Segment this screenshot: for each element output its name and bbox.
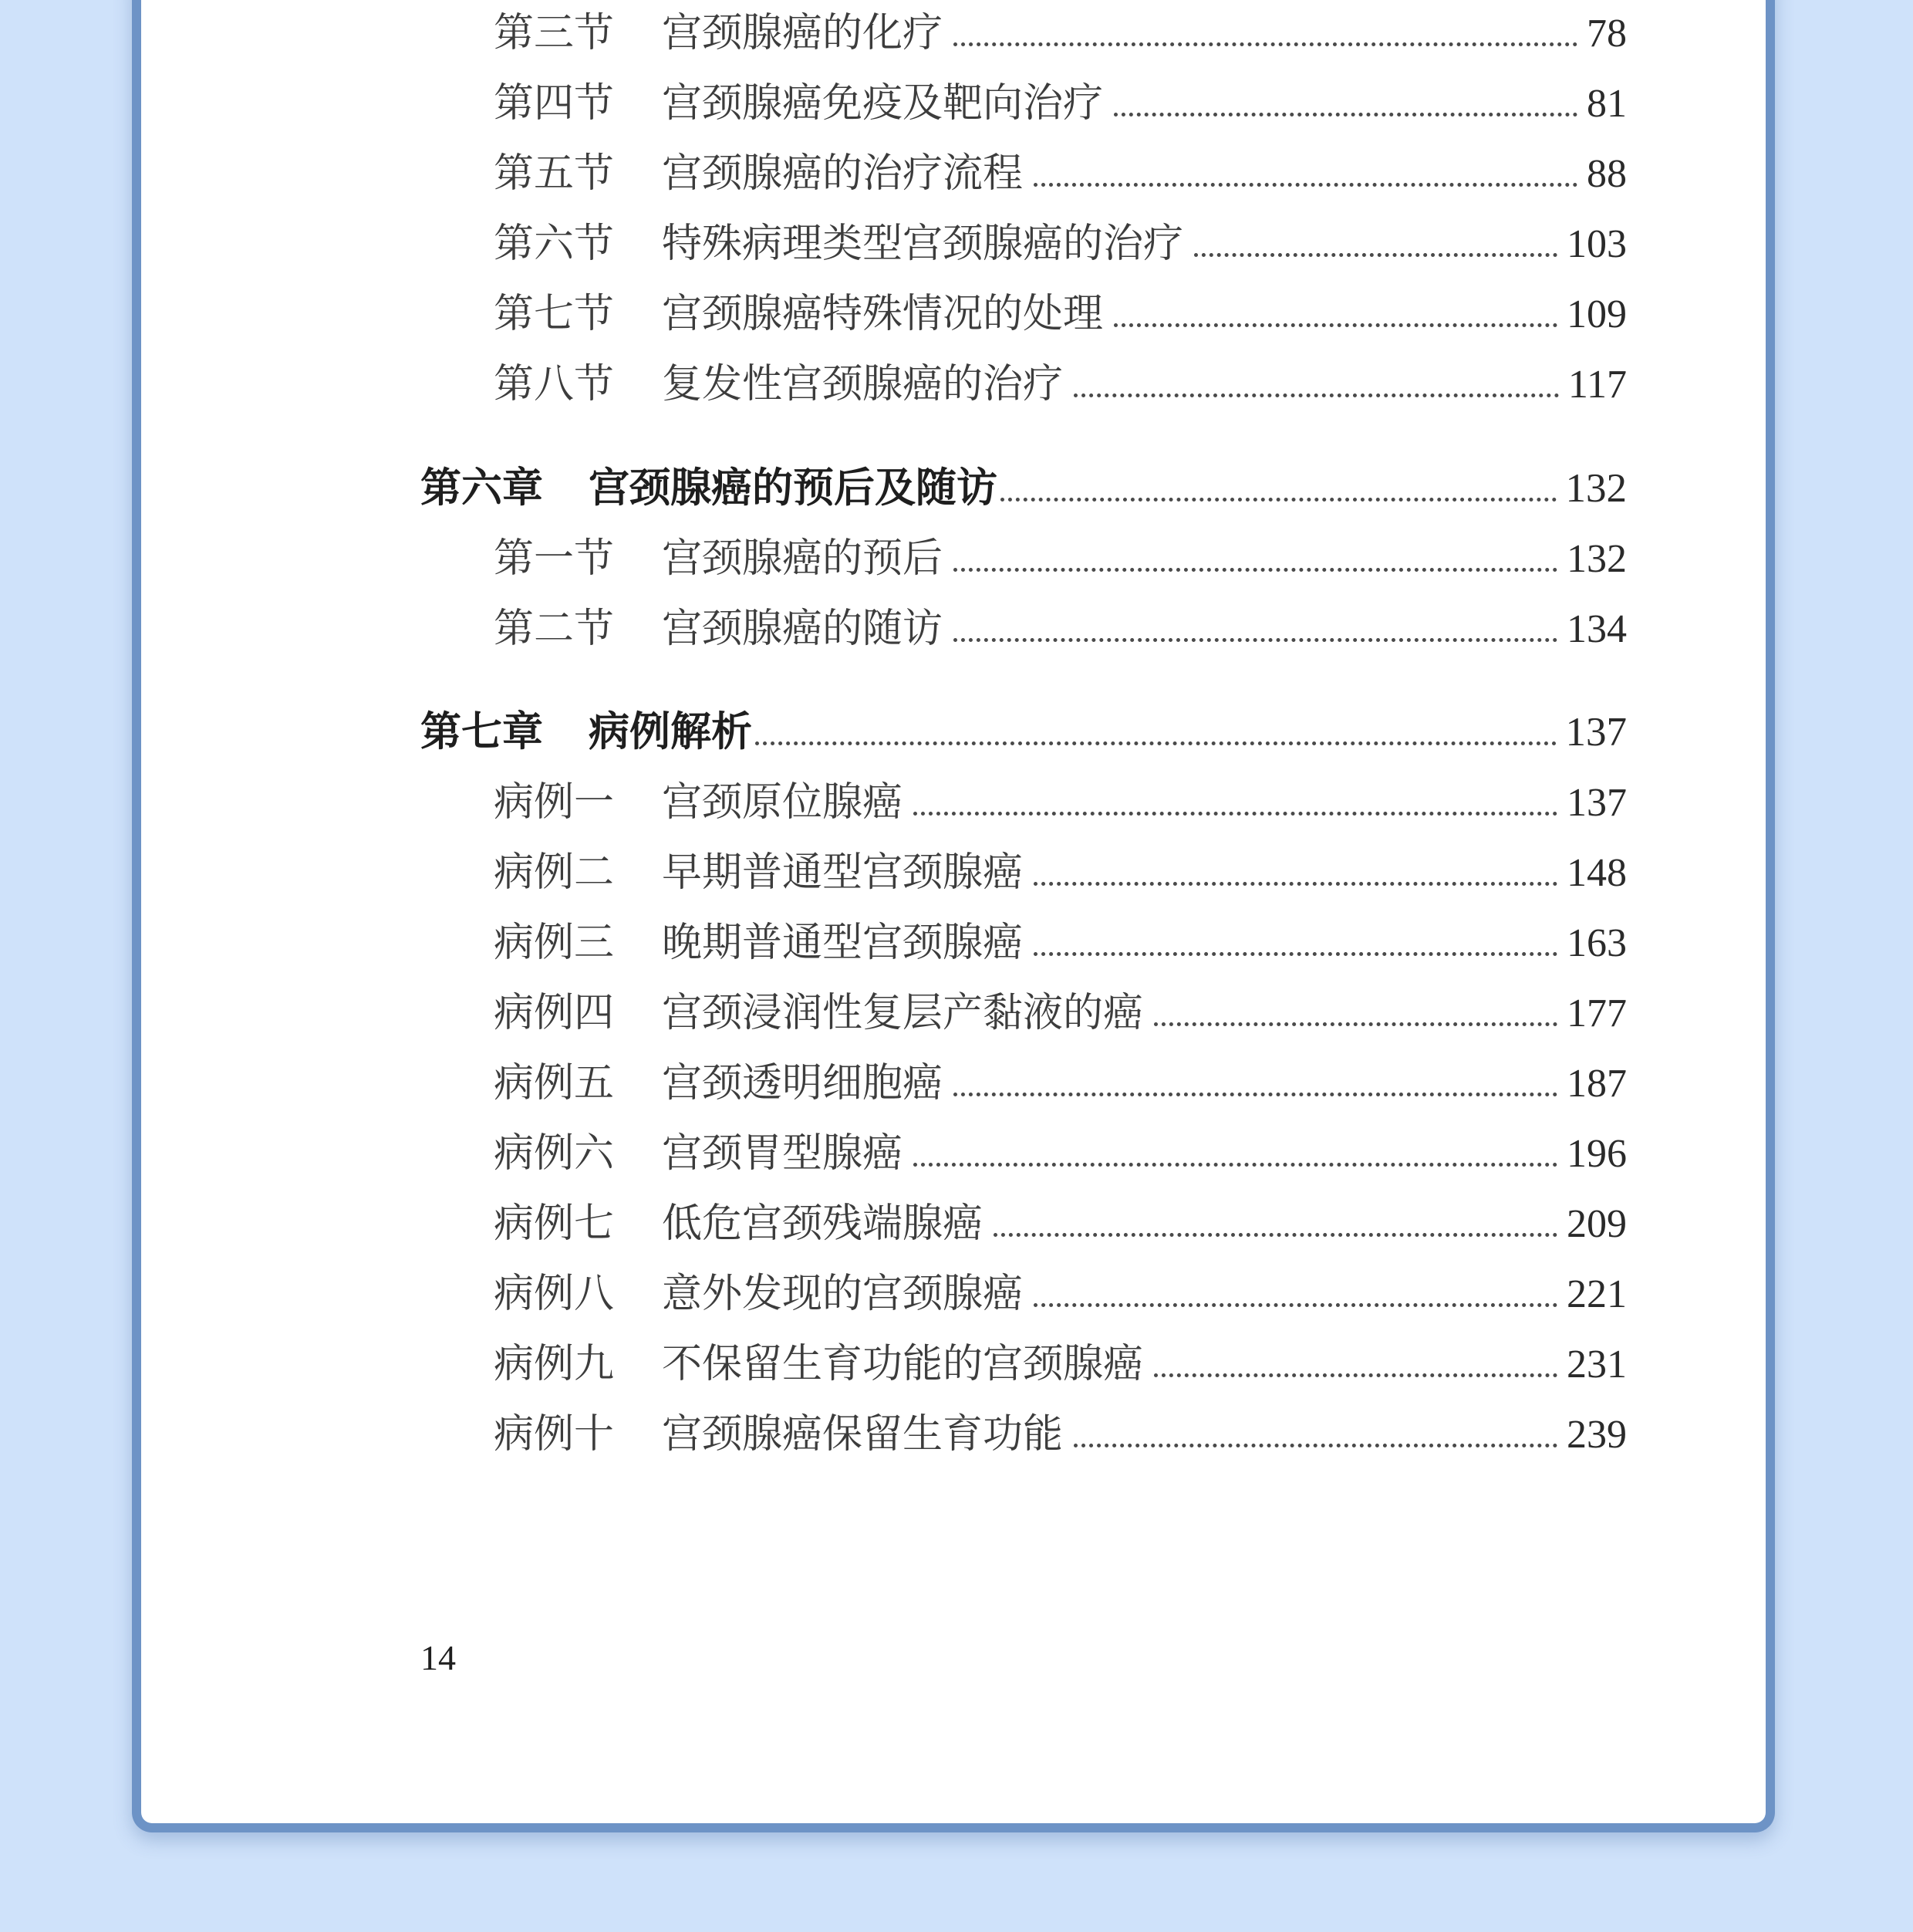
toc-chapter-title: 宫颈腺癌的预后及随访 xyxy=(589,464,997,512)
toc-entry-page: 81 xyxy=(1587,82,1627,126)
toc-entry-page: 132 xyxy=(1567,537,1627,581)
toc-entry-title: 不保留生育功能的宫颈腺癌 xyxy=(662,1341,1144,1387)
book-page xyxy=(132,0,1775,1832)
toc-dot-leader xyxy=(953,568,1557,572)
toc-entry-section xyxy=(494,351,1627,409)
toc-entry-label: 第二节 xyxy=(494,606,615,652)
toc-entry-title: 宫颈透明细胞癌 xyxy=(662,1060,943,1106)
toc-entry-title: 晚期普通型宫颈腺癌 xyxy=(662,920,1024,966)
toc-entry-case xyxy=(494,1331,1627,1389)
toc-entry-label: 病例二 xyxy=(494,849,615,896)
toc-entry-page: 221 xyxy=(1567,1272,1627,1316)
toc-entry-label: 病例三 xyxy=(494,920,615,966)
toc-entry-label: 病例四 xyxy=(494,990,615,1036)
toc-entry-page: 177 xyxy=(1567,991,1627,1035)
toc-entry-chapter xyxy=(420,699,1627,758)
toc-entry-label: 第六节 xyxy=(494,221,615,267)
toc-entry-title: 宫颈原位腺癌 xyxy=(662,779,903,826)
toc-entry-label: 病例一 xyxy=(494,779,615,826)
toc-dot-leader xyxy=(1034,183,1577,187)
toc-entry-page: 88 xyxy=(1587,152,1627,196)
toc-dot-leader xyxy=(1114,113,1577,117)
toc-dot-leader xyxy=(1034,882,1557,886)
toc-entry-section xyxy=(494,281,1627,339)
toc-entry-title: 意外发现的宫颈腺癌 xyxy=(662,1271,1024,1317)
toc-entry-label: 第一节 xyxy=(494,535,615,582)
toc-entry-label: 第八节 xyxy=(494,361,615,407)
toc-entry-title: 早期普通型宫颈腺癌 xyxy=(662,849,1024,896)
toc-chapter-label: 第六章 xyxy=(420,464,543,512)
toc-entry-title: 宫颈腺癌的治疗流程 xyxy=(662,150,1024,197)
toc-dot-leader xyxy=(994,1233,1557,1237)
toc-dot-leader xyxy=(913,812,1557,816)
toc-entry-title: 低危宫颈残端腺癌 xyxy=(662,1201,983,1247)
toc-entry-label: 第四节 xyxy=(494,80,615,127)
toc-entry-page: 163 xyxy=(1567,921,1627,965)
toc-entry-title: 宫颈腺癌的预后 xyxy=(662,535,943,582)
toc-entry-section xyxy=(494,525,1627,583)
toc-dot-leader xyxy=(953,1093,1557,1096)
toc-entry-case xyxy=(494,1261,1627,1319)
toc-entry-title: 宫颈腺癌免疫及靶向治疗 xyxy=(662,80,1104,127)
toc-chapter-label: 第七章 xyxy=(420,708,543,755)
toc-entry-case xyxy=(494,769,1627,827)
toc-dot-leader xyxy=(1114,323,1557,327)
toc-entry-page: 137 xyxy=(1567,781,1627,825)
toc-entry-title: 宫颈腺癌保留生育功能 xyxy=(662,1411,1064,1457)
toc-entry-title: 宫颈腺癌特殊情况的处理 xyxy=(662,291,1104,337)
toc-entry-page: 239 xyxy=(1567,1413,1627,1457)
toc-entry-title: 宫颈腺癌的随访 xyxy=(662,606,943,652)
toc-entry-label: 病例六 xyxy=(494,1130,615,1177)
toc-entry-title: 复发性宫颈腺癌的治疗 xyxy=(662,361,1064,407)
toc-entry-page: 148 xyxy=(1567,851,1627,895)
toc-entry-page: 109 xyxy=(1567,292,1627,336)
toc-chapter-title: 病例解析 xyxy=(589,708,752,755)
toc-entry-page: 117 xyxy=(1567,363,1627,407)
toc-dot-leader xyxy=(1034,1303,1557,1307)
toc-dot-leader xyxy=(1074,393,1559,397)
toc-dot-leader xyxy=(1194,253,1557,257)
toc-entry-page: 231 xyxy=(1567,1343,1627,1387)
toc-entry-chapter xyxy=(420,455,1627,514)
toc-entry-section xyxy=(494,70,1627,128)
toc-entry-case xyxy=(494,1120,1627,1178)
toc-entry-case xyxy=(494,839,1627,897)
toc-entry-title: 宫颈腺癌的化疗 xyxy=(662,10,943,56)
toc-entry-case xyxy=(494,1050,1627,1108)
toc-entry-title: 宫颈浸润性复层产黏液的癌 xyxy=(662,990,1144,1036)
toc-dot-leader xyxy=(1154,1022,1557,1026)
toc-entry-section xyxy=(494,140,1627,198)
toc-entry-page: 196 xyxy=(1567,1132,1627,1176)
toc-dot-leader xyxy=(1000,498,1557,502)
toc-entry-page: 134 xyxy=(1567,607,1627,651)
toc-entry-page: 103 xyxy=(1567,222,1627,266)
toc-entry-page: 209 xyxy=(1567,1202,1627,1246)
toc-dot-leader xyxy=(1154,1373,1557,1377)
toc-dot-leader xyxy=(953,638,1557,642)
toc-dot-leader xyxy=(755,741,1557,745)
toc-entry-label: 病例七 xyxy=(494,1201,615,1247)
toc-entry-section xyxy=(494,211,1627,269)
toc-entry-case xyxy=(494,1401,1627,1459)
toc-entry-title: 特殊病理类型宫颈腺癌的治疗 xyxy=(662,221,1184,267)
toc-entry-page: 187 xyxy=(1567,1062,1627,1106)
toc-entry-page: 78 xyxy=(1587,12,1627,56)
page-number: 14 xyxy=(420,1638,456,1677)
toc-entry-section xyxy=(494,0,1627,58)
toc-entry-label: 病例十 xyxy=(494,1411,615,1457)
toc-chapter-page: 132 xyxy=(1565,466,1627,511)
table-of-contents xyxy=(141,0,1766,1823)
toc-dot-leader xyxy=(953,42,1577,46)
toc-entry-label: 第五节 xyxy=(494,150,615,197)
toc-entry-section xyxy=(494,596,1627,654)
toc-entry-case xyxy=(494,1191,1627,1248)
toc-dot-leader xyxy=(1034,952,1557,956)
toc-entry-label: 病例八 xyxy=(494,1271,615,1317)
toc-entry-title: 宫颈胃型腺癌 xyxy=(662,1130,903,1177)
toc-entry-case xyxy=(494,910,1627,968)
toc-dot-leader xyxy=(913,1163,1557,1167)
toc-entry-case xyxy=(494,980,1627,1038)
toc-entry-label: 病例九 xyxy=(494,1341,615,1387)
toc-entry-label: 第三节 xyxy=(494,10,615,56)
toc-entry-label: 第七节 xyxy=(494,291,615,337)
toc-entry-label: 病例五 xyxy=(494,1060,615,1106)
toc-dot-leader xyxy=(1074,1444,1557,1447)
toc-chapter-page: 137 xyxy=(1565,710,1627,755)
